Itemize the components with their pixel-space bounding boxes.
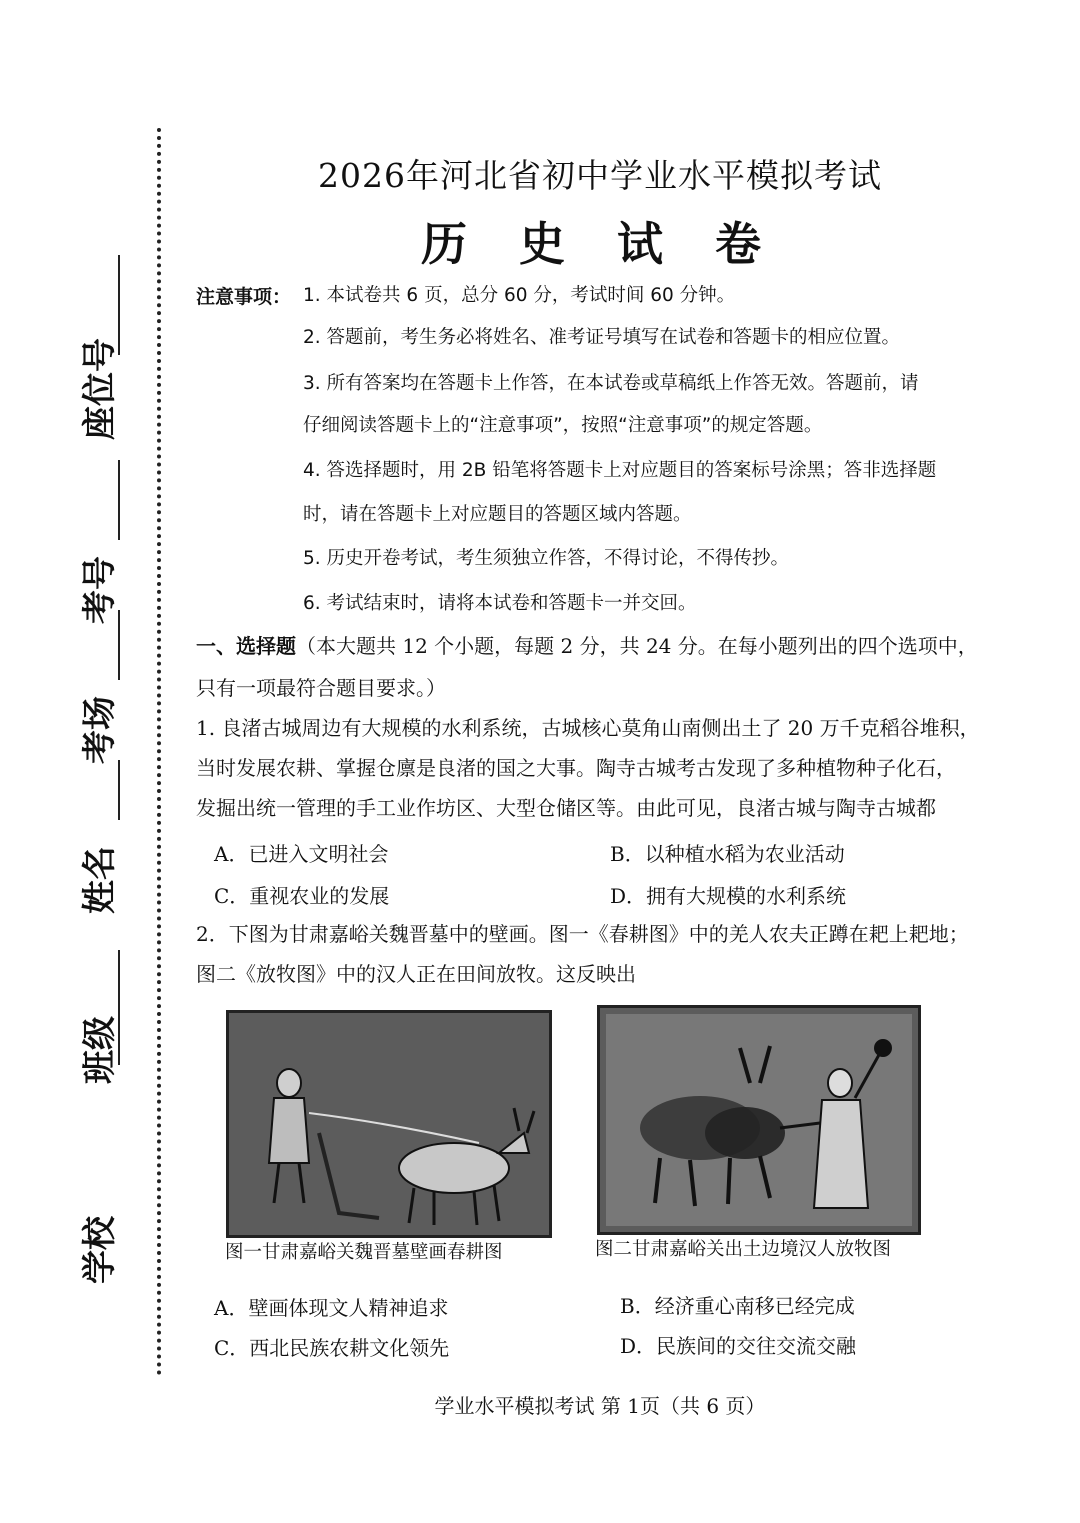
name-blank-line	[118, 760, 120, 820]
figure1-caption: 图一甘肃嘉峪关魏晋墓壁画春耕图	[225, 1242, 503, 1263]
exam-room-blank-line	[118, 610, 120, 680]
seat-number-blank-line	[118, 255, 120, 355]
q1-stem-line: 发掘出统一管理的手工业作坊区、大型仓储区等。由此可见，良渚古城与陶寺古城都	[196, 796, 936, 820]
q2-option-d: D．民族间的交往交流交融	[620, 1334, 857, 1358]
section-heading-line	[196, 634, 1006, 658]
note-item: 仔细阅读答题卡上的“注意事项”，按照“注意事项”的规定答题。	[303, 415, 823, 436]
section-description: （本大题共 12 个小题，每题 2 分，共 24 分。在每小题列出的四个选项中，	[296, 634, 978, 658]
note-item: 5. 历史开卷考试，考生须独立作答，不得讨论，不得传抄。	[303, 548, 790, 569]
note-item: 时，请在答题卡上对应题目的答题区域内答题。	[303, 504, 692, 525]
q2-option-a: A．壁画体现文人精神追求	[214, 1296, 449, 1320]
q1-option-a: A．已进入文明社会	[214, 842, 389, 866]
name-label: 姓名	[80, 846, 120, 914]
q1-option-c: C．重视农业的发展	[214, 884, 390, 908]
note-item: 4. 答选择题时，用 2B 铅笔将答题卡上对应题目的答案标号涂黑；答非选择题	[303, 460, 937, 481]
class-blank-line	[118, 950, 120, 1065]
student-info-sidebar	[60, 150, 140, 1284]
figure2-caption: 图二甘肃嘉峪关出土边境汉人放牧图	[595, 1239, 892, 1260]
note-item: 2. 答题前，考生务必将姓名、准考证号填写在试卷和答题卡的相应位置。	[303, 327, 901, 348]
page-footer: 学业水平模拟考试 第 1页（共 6 页）	[434, 1394, 766, 1418]
exam-room-label: 考场	[80, 696, 120, 764]
figure1-spring-plowing-mural	[226, 1010, 552, 1238]
q2-stem-line: 图二《放牧图》中的汉人正在田间放牧。这反映出	[196, 962, 636, 986]
q2-option-c: C．西北民族农耕文化领先	[214, 1336, 450, 1360]
exam-number-label: 考号	[80, 556, 120, 624]
notes-label: 注意事项：	[196, 286, 292, 308]
q1-stem-line: 当时发展农耕、掌握仓廪是良渚的国之大事。陶寺古城考古发现了多种植物种子化石，	[196, 756, 956, 780]
seat-number-label: 座位号	[80, 338, 120, 440]
q1-option-b: B．以种植水稻为农业活动	[610, 842, 845, 866]
q2-option-b: B．经济重心南移已经完成	[620, 1294, 855, 1318]
note-item: 3. 所有答案均在答题卡上作答，在本试卷或草稿纸上作答无效。答题前，请	[303, 373, 919, 394]
exam-number-blank-line	[118, 460, 120, 540]
figure2-herding-mural	[597, 1005, 921, 1235]
section-heading: 一、选择题	[196, 634, 296, 658]
q1-option-d: D．拥有大规模的水利系统	[610, 884, 847, 908]
class-label: 班级	[80, 1016, 120, 1084]
school-label: 学校	[80, 1216, 120, 1284]
exam-title: 2026年河北省初中学业水平模拟考试	[318, 156, 882, 195]
q2-stem-line: 2．下图为甘肃嘉峪关魏晋墓中的壁画。图一《春耕图》中的羌人农夫正蹲在耙上耙地；	[196, 922, 969, 946]
paper-title: 历 史 试 卷	[420, 217, 780, 271]
q1-stem-line: 1. 良渚古城周边有大规模的水利系统，古城核心莫角山南侧出土了 20 万千克稻谷堆积，	[196, 716, 980, 740]
section-description-2: 只有一项最符合题目要求。）	[196, 676, 446, 700]
tear-line	[157, 128, 161, 1376]
note-item: 6. 考试结束时，请将本试卷和答题卡一并交回。	[303, 593, 697, 614]
note-item: 1. 本试卷共 6 页，总分 60 分，考试时间 60 分钟。	[303, 285, 736, 306]
